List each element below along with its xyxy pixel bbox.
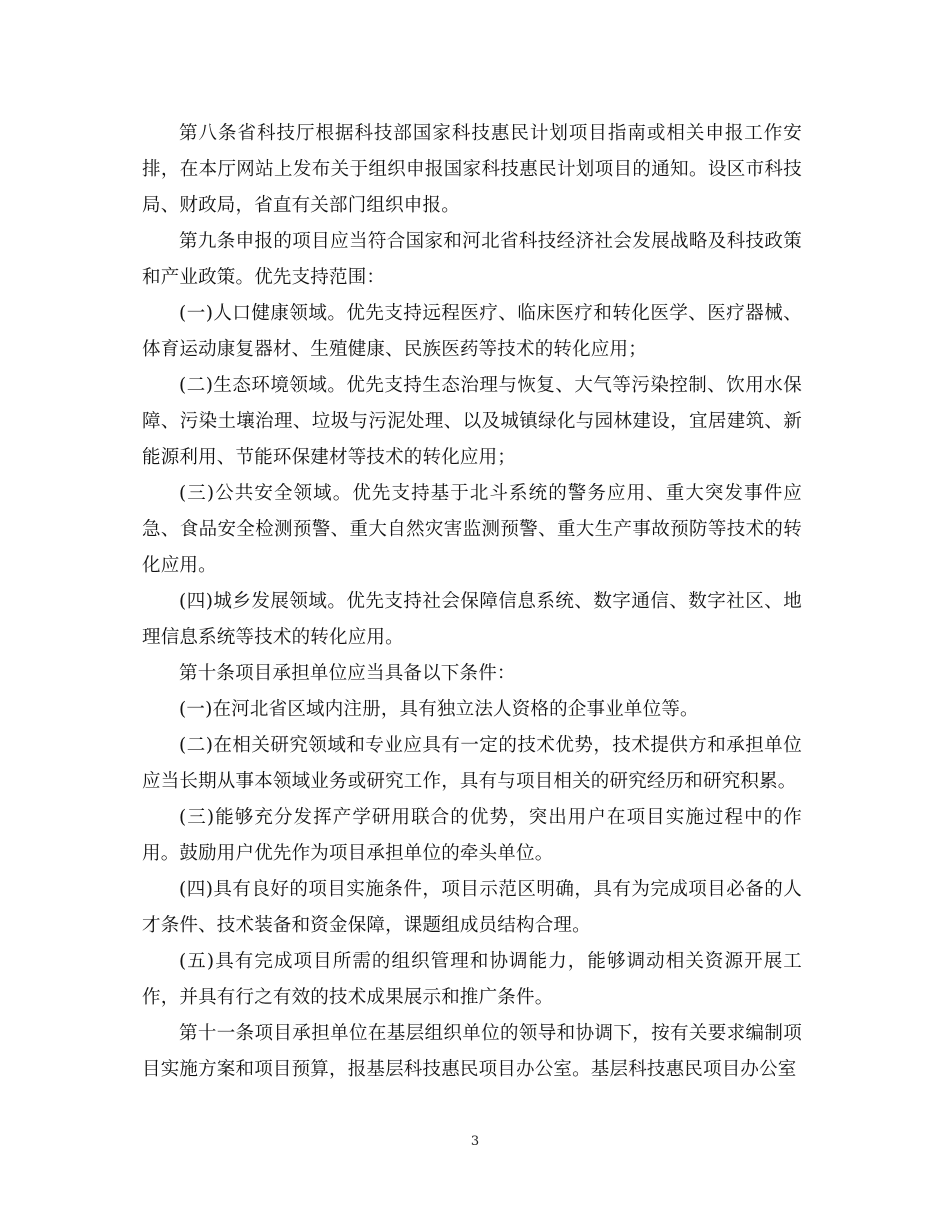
document-body: [142, 116, 802, 1088]
paragraph-public-safety-field: (三)公共安全领域。优先支持基于北斗系统的警务应用、重大突发事件应急、食品安全检测预警、重大自然灾害监测预警、重大生产事故预防等技术的转化应用。: [142, 483, 802, 576]
paragraph-article-10: 第十条项目承担单位应当具备以下条件：: [179, 663, 516, 684]
paragraph-article-8: 第八条省科技厅根据科技部国家科技惠民计划项目指南或相关申报工作安排，在本厅网站上发布关于组织申报国家科技惠民计划项目的通知。设区市科技局、财政局，省直有关部门组织申报。: [142, 123, 802, 216]
paragraph-condition-2: (二)在相关研究领域和专业应具有一定的技术优势，技术提供方和承担单位应当长期从事本领域业务或研究工作，具有与项目相关的研究经历和研究积累。: [142, 735, 802, 792]
paragraph-condition-1: (一)在河北省区域内注册，具有独立法人资格的企事业单位等。: [179, 699, 699, 720]
page-number: 3: [470, 1134, 480, 1149]
paragraph-article-9: 第九条申报的项目应当符合国家和河北省科技经济社会发展战略及科技政策和产业政策。优先支持范围：: [142, 231, 802, 288]
paragraph-urban-rural-field: (四)城乡发展领域。优先支持社会保障信息系统、数字通信、数字社区、地理信息系统等技术的转化应用。: [142, 591, 802, 648]
paragraph-condition-5: (五)具有完成项目所需的组织管理和协调能力，能够调动相关资源开展工作，并具有行之有效的技术成果展示和推广条件。: [142, 951, 802, 1008]
paragraph-health-field: (一)人口健康领域。优先支持远程医疗、临床医疗和转化医学、医疗器械、体育运动康复器材、生殖健康、民族医药等技术的转化应用；: [142, 303, 802, 360]
paragraph-ecology-field: (二)生态环境领域。优先支持生态治理与恢复、大气等污染控制、饮用水保障、污染土壤治理、垃圾与污泥处理、以及城镇绿化与园林建设，宜居建筑、新能源利用、节能环保建材等技术的转化应用；: [142, 375, 802, 468]
paragraph-condition-4: (四)具有良好的项目实施条件，项目示范区明确，具有为完成项目必备的人才条件、技术装备和资金保障，课题组成员结构合理。: [142, 879, 802, 936]
paragraph-article-11: 第十一条项目承担单位在基层组织单位的领导和协调下，按有关要求编制项目实施方案和项目预算，报基层科技惠民项目办公室。基层科技惠民项目办公室: [142, 1023, 802, 1080]
paragraph-condition-3: (三)能够充分发挥产学研用联合的优势，突出用户在项目实施过程中的作用。鼓励用户优先作为项目承担单位的牵头单位。: [142, 807, 802, 864]
